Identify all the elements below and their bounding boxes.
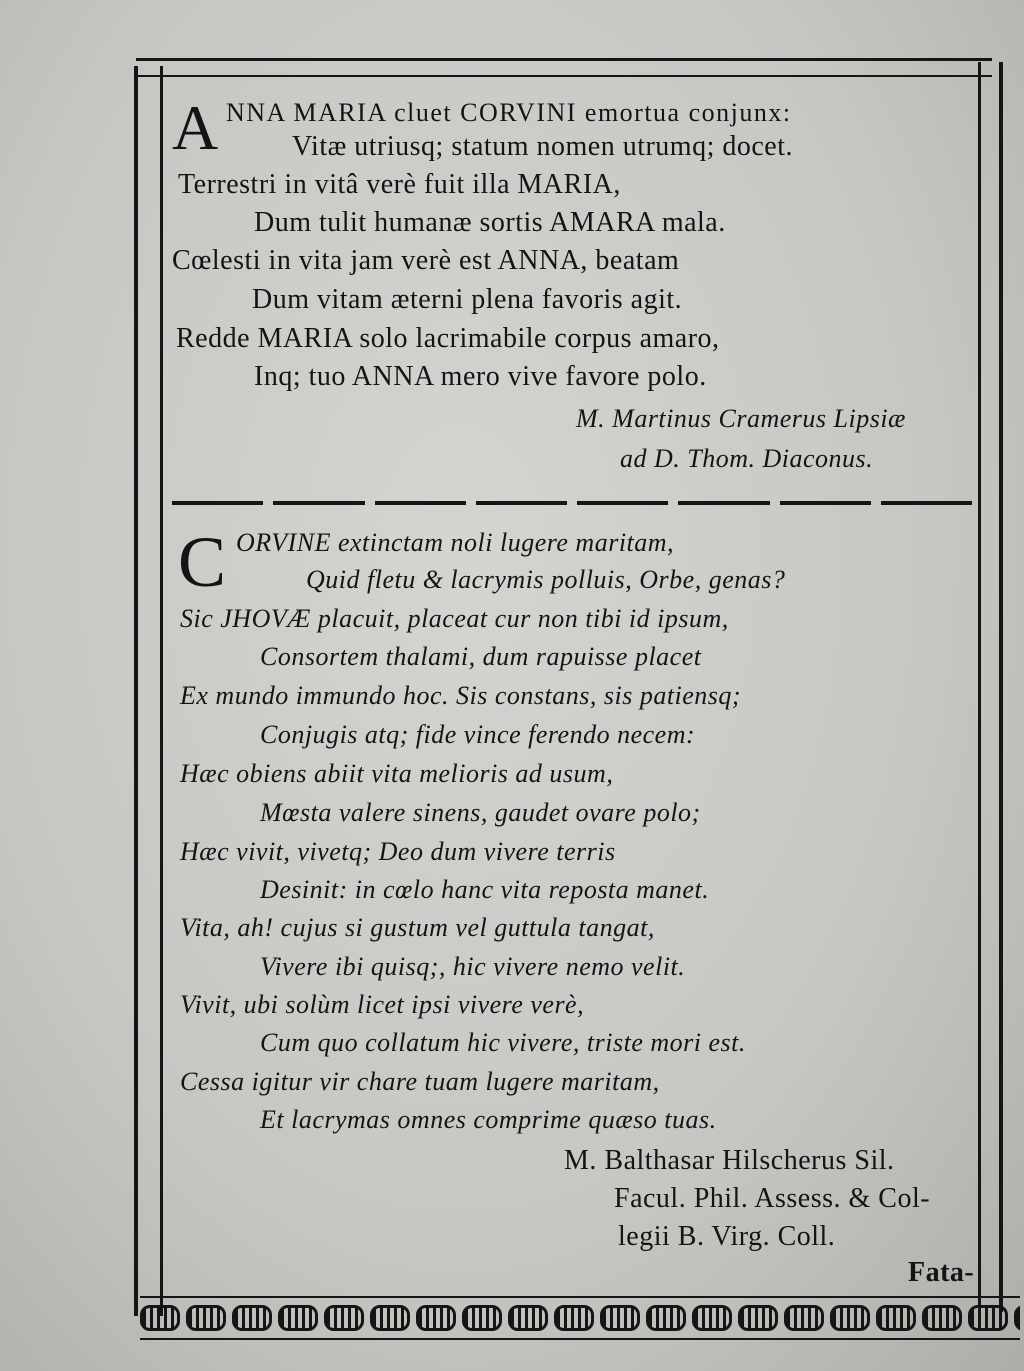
poem1-line-5: Cœlesti in vita jam verè est ANNA, beatam — [172, 245, 680, 276]
poem2-line-1: ORVINE extinctam noli lugere maritam, — [236, 528, 675, 557]
section-divider — [172, 498, 972, 508]
poem1-line-2: Vitæ utriusq; statum nomen utrumq; docet. — [292, 131, 793, 162]
poem1-line-1: NNA MARIA cluet CORVINI emortua conjunx: — [226, 98, 792, 127]
catchword: Fata- — [908, 1257, 975, 1288]
poem2-line-9: Hæc vivit, vivetq; Deo dum vivere terris — [180, 837, 616, 866]
poem1-line-6: Dum vitam æterni plena favoris agit. — [252, 284, 683, 315]
poem2-line-5: Ex mundo immundo hoc. Sis constans, sis patiensq; — [180, 681, 742, 710]
poem2-line-3: Sic JHOVÆ placuit, placeat cur non tibi id ipsum, — [180, 604, 729, 633]
poem2-line-7: Hæc obiens abiit vita melioris ad usum, — [180, 759, 614, 788]
poem2-drop-cap: C — [178, 522, 227, 602]
poem2-line-14: Cum quo collatum hic vivere, triste mori est. — [260, 1028, 746, 1057]
poem2-line-11: Vita, ah! cujus si gustum vel guttula tangat, — [180, 913, 655, 942]
poem1-line-7: Redde MARIA solo lacrimabile corpus amaro, — [176, 323, 720, 354]
poem2-line-10: Desinit: in cœlo hanc vita reposta manet. — [260, 875, 710, 904]
poem2-line-15: Cessa igitur vir chare tuam lugere maritam, — [180, 1067, 660, 1096]
poem1-drop-cap: A — [172, 92, 219, 163]
poem1-line-3: Terrestri in vitâ verè fuit illa MARIA, — [178, 169, 621, 200]
poem2-line-12: Vivere ibi quisq;, hic vivere nemo velit. — [260, 952, 686, 981]
poem2-line-2: Quid fletu & lacrymis polluis, Orbe, genas? — [306, 565, 786, 594]
poem2-author-line-3: legii B. Virg. Coll. — [618, 1221, 836, 1252]
poem2-line-16: Et lacrymas omnes comprime quæso tuas. — [260, 1105, 717, 1134]
frame-right-rule — [978, 62, 1003, 1312]
poem1-line-4: Dum tulit humanæ sortis AMARA mala. — [254, 207, 726, 238]
poem2-line-8: Mœsta valere sinens, gaudet ovare polo; — [260, 798, 701, 827]
poem1-author-line-1: M. Martinus Cramerus Lipsiæ — [576, 404, 906, 433]
poem2-line-6: Conjugis atq; fide vince ferendo necem: — [260, 720, 696, 749]
ornamental-border-bottom — [140, 1296, 1020, 1340]
frame-left-rule — [134, 66, 163, 1316]
poem1-author-line-2: ad D. Thom. Diaconus. — [620, 444, 874, 473]
poem1-line-8: Inq; tuo ANNA mero vive favore polo. — [254, 361, 707, 392]
poem2-author-line-2: Facul. Phil. Assess. & Col- — [614, 1183, 931, 1214]
poem2-line-13: Vivit, ubi solùm licet ipsi vivere verè, — [180, 990, 585, 1019]
poem2-line-4: Consortem thalami, dum rapuisse placet — [260, 642, 702, 671]
frame-top-rule — [136, 58, 992, 77]
poem2-author-line-1: M. Balthasar Hilscherus Sil. — [564, 1145, 895, 1176]
